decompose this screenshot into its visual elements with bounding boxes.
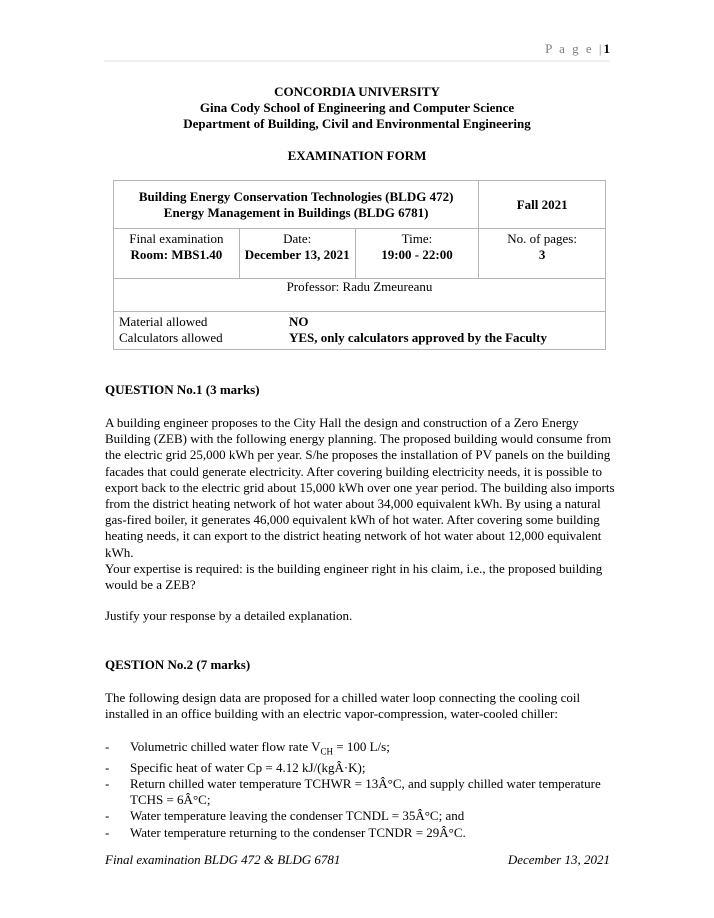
time-cell	[355, 229, 479, 279]
page-footer	[105, 852, 610, 868]
pages-label: No. of pages:	[507, 231, 577, 246]
date-cell	[239, 229, 355, 279]
question-1-heading: QUESTION No.1 (3 marks)	[105, 382, 260, 397]
department-name: Department of Building, Civil and Environmental Engineering	[183, 116, 531, 131]
form-title: EXAMINATION FORM	[287, 148, 427, 163]
list-item: - Water temperature returning to the condenser TCNDR = 29Â°C.	[105, 824, 466, 840]
calculators-label: Calculators allowed	[119, 330, 223, 345]
list-item: - Water temperature leaving the condenser TCNDL = 35Â°C; and	[105, 808, 465, 824]
time-label: Time:	[401, 231, 433, 246]
question-1-text	[105, 415, 615, 593]
footer-right: December 13, 2021	[507, 852, 610, 867]
exam-info-table	[113, 180, 606, 350]
list-item: - Return chilled water temperature TCHWR = 13Â°C, and supply chilled water temperature TCHS = 6Â°C;	[105, 776, 601, 808]
school-name: Gina Cody School of Engineering and Computer Science	[199, 100, 515, 115]
question-2-heading: QESTION No.2 (7 marks)	[105, 657, 251, 672]
material-label: Material allowed	[119, 314, 208, 329]
course-cell	[114, 181, 479, 229]
question-2-data-list	[105, 739, 615, 841]
page-label: P a g e |	[545, 41, 604, 56]
date-label: Date:	[283, 231, 312, 246]
course-line-1: Building Energy Conservation Technologies (BLDG 472)	[138, 188, 454, 204]
university-name: CONCORDIA UNIVERSITY	[274, 84, 440, 99]
exam-label: Final examination	[129, 231, 224, 246]
date-value: December 13, 2021	[244, 247, 350, 262]
time-value: 19:00 - 22:00	[381, 247, 453, 262]
professor-cell: Professor: Radu Zmeureanu	[114, 279, 606, 312]
question-2-intro: The following design data are proposed for a chilled water loop connecting the cooling coil installed in an office building with an electric vapor-compression, water-cooled chiller:	[105, 690, 581, 722]
course-line-2: Energy Management in Buildings (BLDG 6781)	[163, 204, 429, 220]
question-1-justify: Justify your response by a detailed explanation.	[105, 608, 353, 623]
footer-left: Final examination BLDG 472 & BLDG 6781	[105, 852, 341, 867]
exam-cell	[114, 229, 240, 279]
header-divider	[104, 60, 610, 62]
material-value: NO	[289, 314, 309, 329]
pages-cell	[479, 229, 606, 279]
question-1-body: A building engineer proposes to the City Hall the design and construction of a Zero Energy Building (ZEB) with the following energy planning. The proposed building would consume from the electric grid 25,000 kWh per year. S/he proposes the installation of PV panels on the building facades that could generate electricity. After covering building electricity needs, it is possible to export back to the electric grid about 15,000 kWh over one year period. The building also imports from the district heating network of hot water about 34,000 equivalent kWh. By using a natural gas-fired boiler, it generates 46,000 equivalent kWh of hot water. After covering some building heating needs, it can export to the district heating network of hot water about 12,000 equivalent kWh.	[105, 415, 615, 560]
page-number	[545, 41, 610, 57]
page-number-value: 1	[603, 41, 610, 56]
pages-value: 3	[538, 247, 546, 262]
term-cell: Fall 2021	[479, 181, 606, 229]
question-1-question: Your expertise is required: is the building engineer right in his claim, i.e., the proposed building would be a ZEB?	[105, 560, 603, 593]
list-item: - Specific heat of water Cp = 4.12 kJ/(kgÂ·K);	[105, 759, 366, 775]
materials-cell	[114, 312, 606, 350]
calculators-value: YES, only calculators approved by the Faculty	[289, 330, 547, 345]
room-value: Room: MBS1.40	[130, 247, 223, 262]
list-item: - Volumetric chilled water flow rate $V_{CH} = 100$ L/s;	[105, 739, 390, 757]
